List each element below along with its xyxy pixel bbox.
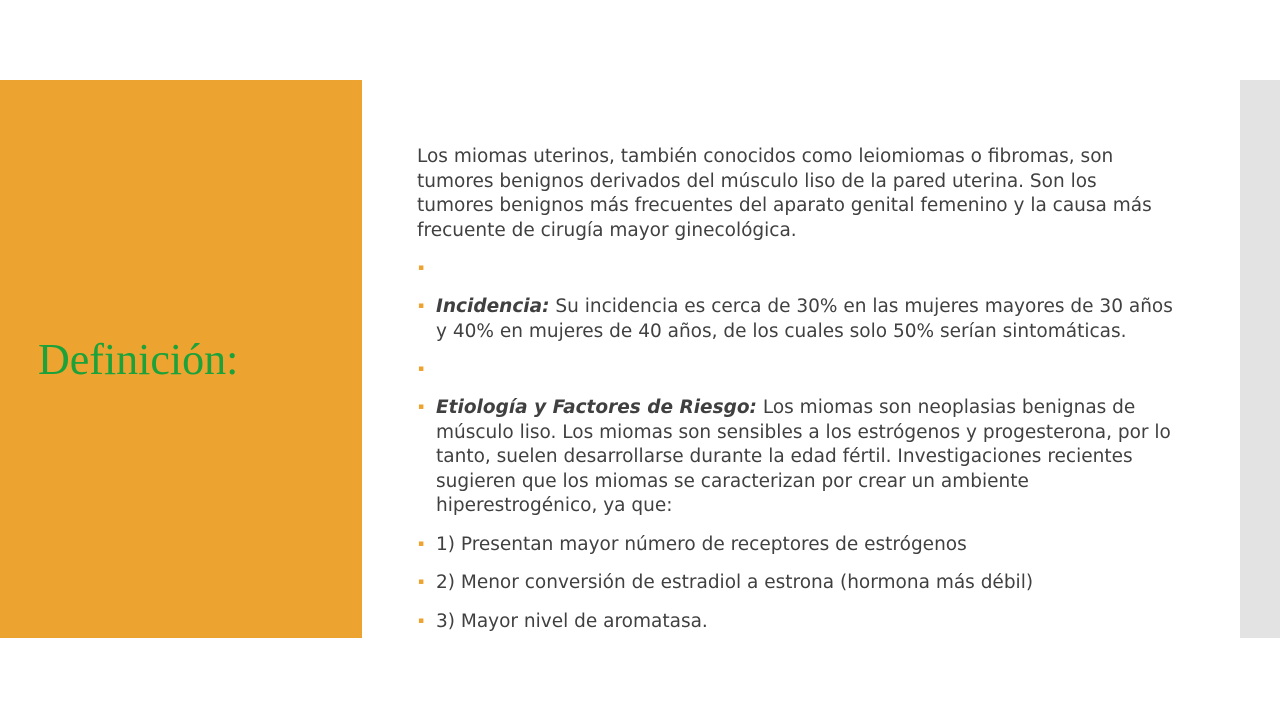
square-bullet-icon: ▪ (418, 538, 425, 549)
bullet-lead-etiologia: Etiología y Factores de Riesgo: (436, 397, 757, 418)
intro-paragraph: Los miomas uterinos, también conocidos como leiomiomas o fibromas, son tumores benignos derivados del músculo liso de la pared uterina. Son los tumores benignos más frecuentes del aparato genital femenino y la causa más frecuente de cirugía mayor ginecológica. (417, 146, 1152, 241)
bullet-item-empty (417, 358, 1177, 382)
bullet-item-aromatasa (417, 610, 1177, 635)
bullet-item-incidencia (417, 295, 1177, 344)
bullet-item-empty (417, 257, 1177, 281)
square-bullet-icon: ▪ (418, 402, 425, 412)
bullet-item-receptores (417, 533, 1177, 558)
bullet-text-etiologia: Los miomas son neoplasias benignas de músculo liso. Los miomas son sensibles a los estrógenos y progesterona, por lo tanto, suelen desarrollarse durante la edad fértil. Investigaciones recientes sugieren que los miomas se caracterizan por crear un ambiente hiperestrogénico, ya que: (436, 397, 1171, 516)
slide-title: Definición: (38, 335, 239, 384)
square-bullet-icon: ▪ (418, 364, 425, 374)
square-bullet-icon: ▪ (418, 263, 425, 273)
bullet-item-conversion (417, 571, 1177, 596)
bullet-text-incidencia: Su incidencia es cerca de 30% en las mujeres mayores de 30 años y 40% en mujeres de 40 años, de los cuales solo 50% serían sintomáticas. (436, 296, 1173, 342)
right-side-strip (1240, 80, 1280, 638)
bullet-item-etiologia (417, 396, 1177, 519)
slide-content (417, 145, 1177, 634)
square-bullet-icon: ▪ (418, 301, 425, 311)
bullet-list (417, 257, 1177, 634)
bullet-text-aromatasa: 3) Mayor nivel de aromatasa. (436, 610, 708, 632)
bullet-text-conversion: 2) Menor conversión de estradiol a estrona (hormona más débil) (436, 572, 1034, 593)
square-bullet-icon: ▪ (418, 577, 425, 587)
bullet-lead-incidencia: Incidencia: (436, 296, 550, 317)
bullet-text-receptores: 1) Presentan mayor número de receptores de estrógenos (436, 533, 967, 555)
square-bullet-icon: ▪ (418, 615, 425, 626)
